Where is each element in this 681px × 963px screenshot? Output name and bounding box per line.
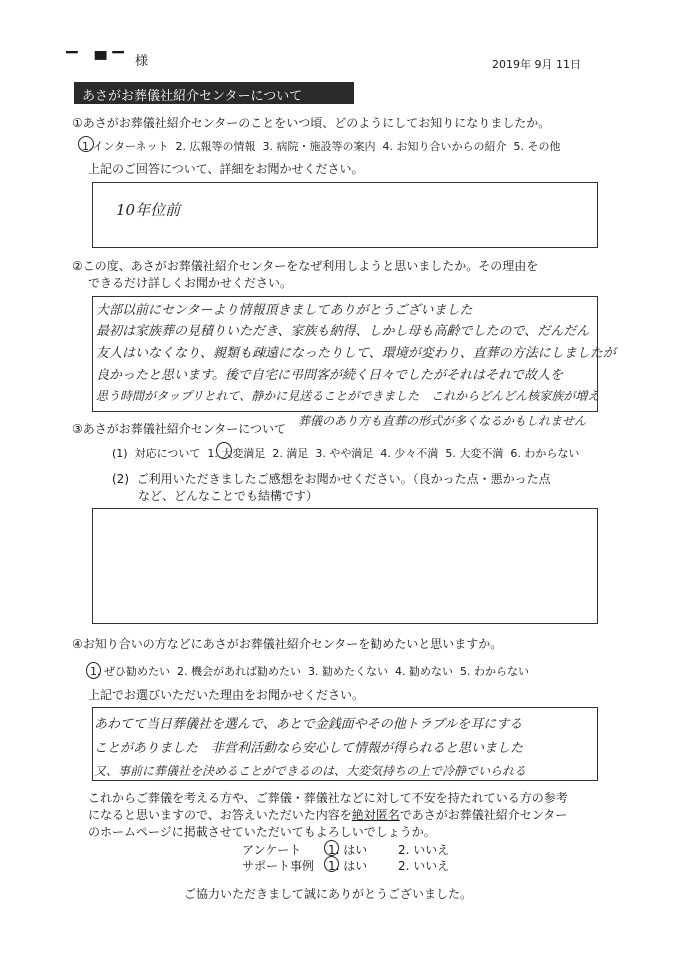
title-banner <box>74 82 354 104</box>
support-yes: 1. はい <box>328 859 368 873</box>
title-text: あさがお葬儀社紹介センターについて <box>82 89 303 104</box>
q2-question-line1: ②この度、あさがお葬儀社紹介センターをなぜ利用しようと思いましたか。その理由を <box>72 259 539 273</box>
q4-question: ④お知り合いの方などにあさがお葬儀社紹介センターを勧めたいと思いますか。 <box>72 637 503 651</box>
q1-option-5: 5. その他 <box>513 140 561 153</box>
survey-yes: 1. はい <box>328 843 368 857</box>
q1-detail-prompt: 上記のご回答について、詳細をお聞かせください。 <box>88 162 364 176</box>
q4-options <box>90 664 529 680</box>
q3-sub1 <box>112 446 579 462</box>
survey-label: アンケート <box>242 843 302 857</box>
q1-handwritten-answer: 10年位前 <box>116 201 181 219</box>
q3-selection-circle <box>216 442 232 459</box>
closing-line3: のホームページに掲載させていただいてもよろしいでしょうか。 <box>88 825 436 839</box>
q2-handwritten-line: 大部以前にセンターより情報頂きましてありがとうございました <box>96 303 473 318</box>
q4-option-4: 4. 勧めない <box>395 665 453 678</box>
q4-reason-prompt: 上記でお選びいただいた理由をお聞かせください。 <box>88 688 365 702</box>
q2-handwritten-line: 思う時間がタップリとれて、静かに見送ることができました これからどんどん核家族が増え <box>96 389 600 403</box>
closing-line2 <box>88 807 567 823</box>
q1-options <box>82 139 561 155</box>
q3-option-3: 3. やや満足 <box>315 447 374 460</box>
q3-option-2: 2. 満足 <box>272 447 309 460</box>
q2-handwritten-line: 友人はいなくなり、親類も疎遠になったりして、環境が変わり、直葬の方法にしましたが <box>96 346 616 361</box>
q3-option-1: 1. 大変満足 <box>207 447 266 460</box>
q1-option-3: 3. 病院・施設等の案内 <box>262 140 376 153</box>
closing-line2-post: であさがお葬儀社紹介センター <box>399 808 568 822</box>
q3-sub2-line1 <box>112 471 551 487</box>
q4-option-1: 1. ぜひ勧めたい <box>90 665 170 678</box>
q4-handwritten-line: あわてて当日葬儀社を選んで、あとで金銭面やその他トラブルを耳にする <box>94 717 523 732</box>
support-no: 2. いいえ <box>398 859 450 873</box>
q4-handwritten-line: 又、事前に葬儀社を決めることができるのは、大変気持ちの上で冷静でいられる <box>94 764 527 778</box>
q3-answer-box <box>92 508 598 624</box>
date: 2019年 9月 11日 <box>492 58 581 71</box>
q3-option-5: 5. 大変不満 <box>445 447 504 460</box>
closing-line2-pre: になると思いますので、お答えいただいた内容を <box>88 808 352 822</box>
q2-question-line2: できるだけ詳しくお聞かせください。 <box>88 276 293 290</box>
q2-handwritten-line: 良かったと思います。後で自宅に弔問客が続く日々でしたがそれはそれで故人を <box>96 368 563 383</box>
q3-sub2-line2: など、どんなことでも結構です） <box>138 489 319 503</box>
thanks-message: ご協力いただきまして誠にありがとうございました。 <box>184 887 473 901</box>
redacted-name: ▔ ▀▔ <box>66 51 130 69</box>
survey-no: 2. いいえ <box>398 843 450 857</box>
closing-line1: これからご葬儀を考える方や、ご葬儀・葬儀社などに対して不安を持たれている方の参考 <box>88 791 568 805</box>
recipient-name <box>66 50 148 69</box>
q2-handwritten-line: 最初は家族葬の見積りいただき、家族も納得、しかし母も高齢でしたので、だんだん <box>96 324 590 339</box>
q3-sub1-label: (1) <box>112 447 128 460</box>
q1-option-1: 1.インターネット <box>82 140 169 153</box>
honorific: 様 <box>134 54 148 69</box>
q3-question: ③あさがお葬儀社紹介センターについて <box>72 422 287 436</box>
q4-option-2: 2. 機会があれば勧めたい <box>177 665 301 678</box>
q3-option-4: 4. 少々不満 <box>380 447 439 460</box>
q3-sub1-text: 対応について <box>134 447 201 460</box>
anonymous-emphasis: 絶対匿名 <box>351 808 400 822</box>
q4-option-3: 3. 勧めたくない <box>308 665 388 678</box>
support-label: サポート事例 <box>242 859 315 873</box>
q3-option-6: 6. わからない <box>510 447 580 460</box>
q4-option-5: 5. わからない <box>460 665 529 678</box>
q1-question: ①あさがお葬儀社紹介センターのことをいつ頃、どのようにしてお知りになりましたか。 <box>72 116 551 130</box>
q2-handwritten-line-continued: 葬儀のあり方も直葬の形式が多くなるかもしれません <box>298 414 587 428</box>
q1-option-2: 2. 広報等の情報 <box>175 140 256 153</box>
q3-sub2-label: (2) <box>112 472 129 486</box>
q1-option-4: 4. お知り合いからの紹介 <box>382 140 507 153</box>
q4-handwritten-line: ことがありました 非営利活動なら安心して情報が得られると思いました <box>94 741 524 756</box>
q3-sub2-text: ご利用いただきましたご感想をお聞かせください。（良かった点・悪かった点 <box>136 472 551 486</box>
